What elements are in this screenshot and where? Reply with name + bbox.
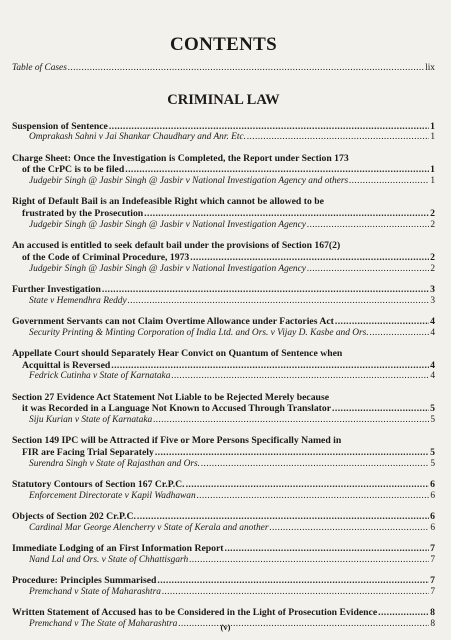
entry-heading-line: of the Code of Criminal Procedure, 1973 bbox=[22, 251, 190, 263]
entry-case-page-number: 7 bbox=[430, 586, 435, 597]
leader-dots bbox=[197, 491, 430, 503]
entry-heading-row bbox=[12, 575, 435, 587]
entry-heading-row bbox=[12, 447, 435, 459]
entry-page-number: 5 bbox=[430, 447, 435, 459]
entry-heading-row bbox=[12, 403, 435, 415]
entry-case-row bbox=[12, 296, 435, 308]
entry-case-page-number: 4 bbox=[430, 371, 435, 382]
entry-page-number: 2 bbox=[430, 208, 435, 220]
page-number: (v) bbox=[220, 622, 231, 632]
toc-entry[interactable] bbox=[12, 479, 435, 502]
entry-case-name: Nand Lal and Ors. v State of Chhattisgarh bbox=[29, 555, 189, 565]
toc-entries bbox=[12, 121, 435, 631]
entry-heading-line: Objects of Section 202 Cr.P.C. bbox=[12, 511, 136, 523]
entry-page-number: 7 bbox=[430, 575, 435, 587]
entry-case-row bbox=[12, 459, 435, 471]
leader-dots bbox=[111, 360, 429, 372]
leader-dots bbox=[190, 252, 429, 264]
leader-dots bbox=[307, 264, 429, 276]
entry-heading-line: Section 27 Evidence Act Statement Not Liable to be Rejected Merely because bbox=[12, 391, 330, 403]
entry-page-number: 8 bbox=[430, 607, 435, 619]
entry-case-row bbox=[12, 415, 435, 427]
entry-case-page-number: 5 bbox=[430, 459, 435, 470]
entry-case-page-number: 6 bbox=[430, 523, 435, 534]
leader-dots bbox=[225, 543, 430, 555]
leader-dots bbox=[162, 587, 429, 599]
entry-heading-row bbox=[12, 316, 435, 328]
leader-dots bbox=[186, 479, 430, 491]
entry-case-name: State v Hemendhra Reddy bbox=[29, 295, 127, 306]
entry-page-number: 5 bbox=[430, 403, 435, 415]
entry-heading-line: Procedure: Principles Summarised bbox=[12, 575, 157, 587]
entry-heading-line: Right of Default Bail is an Indefeasible Right which cannot be allowed to be bbox=[12, 196, 324, 208]
entry-case-name: Fedrick Cutinha v State of Karnataka bbox=[29, 371, 171, 382]
entry-case-name: Judgebir Singh @ Jasbir Singh @ Jasbir v National Investigation Agency bbox=[29, 263, 306, 274]
leader-dots bbox=[155, 447, 429, 459]
entry-case-name: Judgebir Singh @ Jasbir Singh @ Jasbir v National Investigation Agency bbox=[29, 219, 306, 230]
entry-page-number: 6 bbox=[430, 511, 435, 523]
entry-heading-line: Statutory Contours of Section 167 Cr.P.C. bbox=[12, 479, 185, 491]
entry-case-page-number: 1 bbox=[430, 132, 435, 143]
toc-entry[interactable] bbox=[12, 543, 435, 566]
entry-heading-row bbox=[12, 360, 435, 372]
entry-heading-row bbox=[12, 543, 435, 555]
entry-case-page-number: 3 bbox=[430, 295, 435, 306]
entry-case-row bbox=[12, 491, 435, 503]
toc-entry[interactable] bbox=[12, 240, 435, 275]
leader-dots bbox=[144, 208, 429, 220]
entry-page-number: 4 bbox=[430, 359, 435, 371]
leader-dots bbox=[349, 176, 429, 188]
leader-dots bbox=[125, 164, 429, 176]
entry-case-row bbox=[12, 132, 435, 144]
entry-heading-line: of the CrPC is to be filed bbox=[22, 164, 125, 176]
entry-heading-line: Acquittal is Reversed bbox=[22, 359, 111, 371]
entry-case-name: Siju Kurian v State of Karnataka bbox=[29, 415, 153, 426]
entry-case-name: Omprakash Sahni v Jai Shankar Chaudhary and Anr. Etc. bbox=[29, 132, 246, 143]
entry-case-page-number: 2 bbox=[430, 219, 435, 230]
table-of-cases-page: lix bbox=[425, 63, 435, 73]
entry-heading-line: Appellate Court should Separately Hear Convict on Quantum of Sentence when bbox=[12, 347, 343, 359]
entry-heading-line: An accused is entitled to seek default bail under the provisions of Section 167(2) bbox=[12, 240, 341, 252]
entry-case-page-number: 4 bbox=[430, 327, 435, 338]
entry-heading-line: Suspension of Sentence bbox=[12, 120, 108, 132]
entry-page-number: 7 bbox=[430, 543, 435, 555]
toc-entry[interactable] bbox=[12, 511, 435, 534]
entry-page-number: 4 bbox=[430, 315, 435, 327]
entry-page-number: 2 bbox=[430, 251, 435, 263]
entry-case-name: Cardinal Mar George Alencherry v State of Kerala and another bbox=[29, 523, 269, 534]
entry-case-row bbox=[12, 328, 435, 340]
leader-dots bbox=[201, 459, 429, 471]
table-of-cases-label: Table of Cases bbox=[12, 63, 67, 73]
entry-case-row bbox=[12, 264, 435, 276]
entry-case-name: Security Printing & Minting Corporation of India Ltd. and Ors. v Vijay D. Kasbe and Ors. bbox=[29, 327, 369, 338]
entry-case-name: Judgebir Singh @ Jasbir Singh @ Jasbir v National Investigation Agency and others bbox=[29, 176, 349, 187]
entry-case-row bbox=[12, 220, 435, 232]
entry-case-page-number: 5 bbox=[430, 415, 435, 426]
leader-dots bbox=[157, 575, 429, 587]
leader-dots bbox=[68, 63, 424, 75]
entry-page-number: 1 bbox=[430, 164, 435, 176]
leader-dots bbox=[102, 284, 429, 296]
entry-heading-row bbox=[12, 607, 435, 619]
leader-dots bbox=[370, 328, 430, 340]
entry-case-row bbox=[12, 555, 435, 567]
entry-heading-line: Further Investigation bbox=[12, 283, 101, 295]
entry-heading-row bbox=[12, 252, 435, 264]
leader-dots bbox=[189, 555, 429, 567]
toc-entry[interactable] bbox=[12, 392, 435, 427]
entry-heading-row bbox=[12, 208, 435, 220]
entry-page-number: 3 bbox=[430, 283, 435, 295]
entry-heading-line: Immediate Lodging of an First Information Report bbox=[12, 543, 224, 555]
leader-dots bbox=[171, 371, 429, 383]
entry-heading-line: it was Recorded in a Language Not Known to Accused Through Translator bbox=[22, 403, 332, 415]
entry-case-page-number: 2 bbox=[430, 263, 435, 274]
entry-heading-row bbox=[12, 511, 435, 523]
leader-dots bbox=[137, 511, 429, 523]
entry-page-number: 1 bbox=[430, 120, 435, 132]
leader-dots bbox=[109, 121, 429, 133]
leader-dots bbox=[307, 220, 429, 232]
entry-case-row bbox=[12, 587, 435, 599]
entry-page-number: 6 bbox=[430, 479, 435, 491]
entry-case-page-number: 6 bbox=[430, 491, 435, 502]
entry-case-name: Premchand v State of Maharashtra bbox=[29, 586, 161, 597]
leader-dots bbox=[247, 132, 429, 144]
entry-case-page-number: 7 bbox=[430, 555, 435, 565]
entry-case-row bbox=[12, 371, 435, 383]
leader-dots bbox=[128, 296, 430, 308]
leader-dots bbox=[378, 607, 429, 619]
entry-case-row bbox=[12, 523, 435, 535]
toc-entry[interactable] bbox=[12, 284, 435, 307]
entry-heading-row bbox=[12, 121, 435, 133]
leader-dots bbox=[153, 415, 429, 427]
entry-heading-row bbox=[12, 164, 435, 176]
entry-case-name: Premchand v The State of Maharashtra bbox=[29, 618, 178, 629]
entry-heading-line: frustrated by the Prosecution bbox=[22, 208, 144, 220]
entry-case-row bbox=[12, 176, 435, 188]
leader-dots bbox=[332, 403, 429, 415]
entry-heading-row bbox=[12, 479, 435, 491]
entry-heading-line: Charge Sheet: Once the Investigation is Completed, the Report under Section 173 bbox=[12, 152, 349, 164]
toc-entry[interactable] bbox=[12, 316, 435, 339]
toc-entry[interactable] bbox=[12, 435, 435, 470]
page-title: CONTENTS bbox=[170, 34, 277, 55]
toc-entry[interactable] bbox=[12, 196, 435, 231]
leader-dots bbox=[269, 523, 429, 535]
entry-heading-line: Section 149 IPC will be Attracted if Five or More Persons Specifically Named in bbox=[12, 435, 342, 447]
entry-heading-line: FIR are Facing Trial Separately bbox=[22, 447, 154, 459]
entry-heading-row bbox=[12, 284, 435, 296]
entry-heading-line: Written Statement of Accused has to be Considered in the Light of Prosecution Evidence bbox=[12, 607, 378, 619]
toc-entry[interactable] bbox=[12, 153, 435, 188]
entry-case-name: Enforcement Directorate v Kapil Wadhawan bbox=[29, 491, 196, 502]
table-of-cases-line[interactable] bbox=[12, 63, 435, 75]
entry-case-page-number: 1 bbox=[430, 176, 435, 187]
entry-case-name: Surendra Singh v State of Rajasthan and Ors. bbox=[29, 459, 201, 470]
leader-dots bbox=[335, 316, 429, 328]
toc-entry[interactable] bbox=[12, 575, 435, 598]
section-title: CRIMINAL LAW bbox=[167, 91, 280, 108]
toc-entry[interactable] bbox=[12, 121, 435, 144]
entry-case-page-number: 8 bbox=[430, 618, 435, 629]
entry-heading-line: Government Servants can not Claim Overtime Allowance under Factories Act bbox=[12, 315, 334, 327]
toc-entry[interactable] bbox=[12, 348, 435, 383]
